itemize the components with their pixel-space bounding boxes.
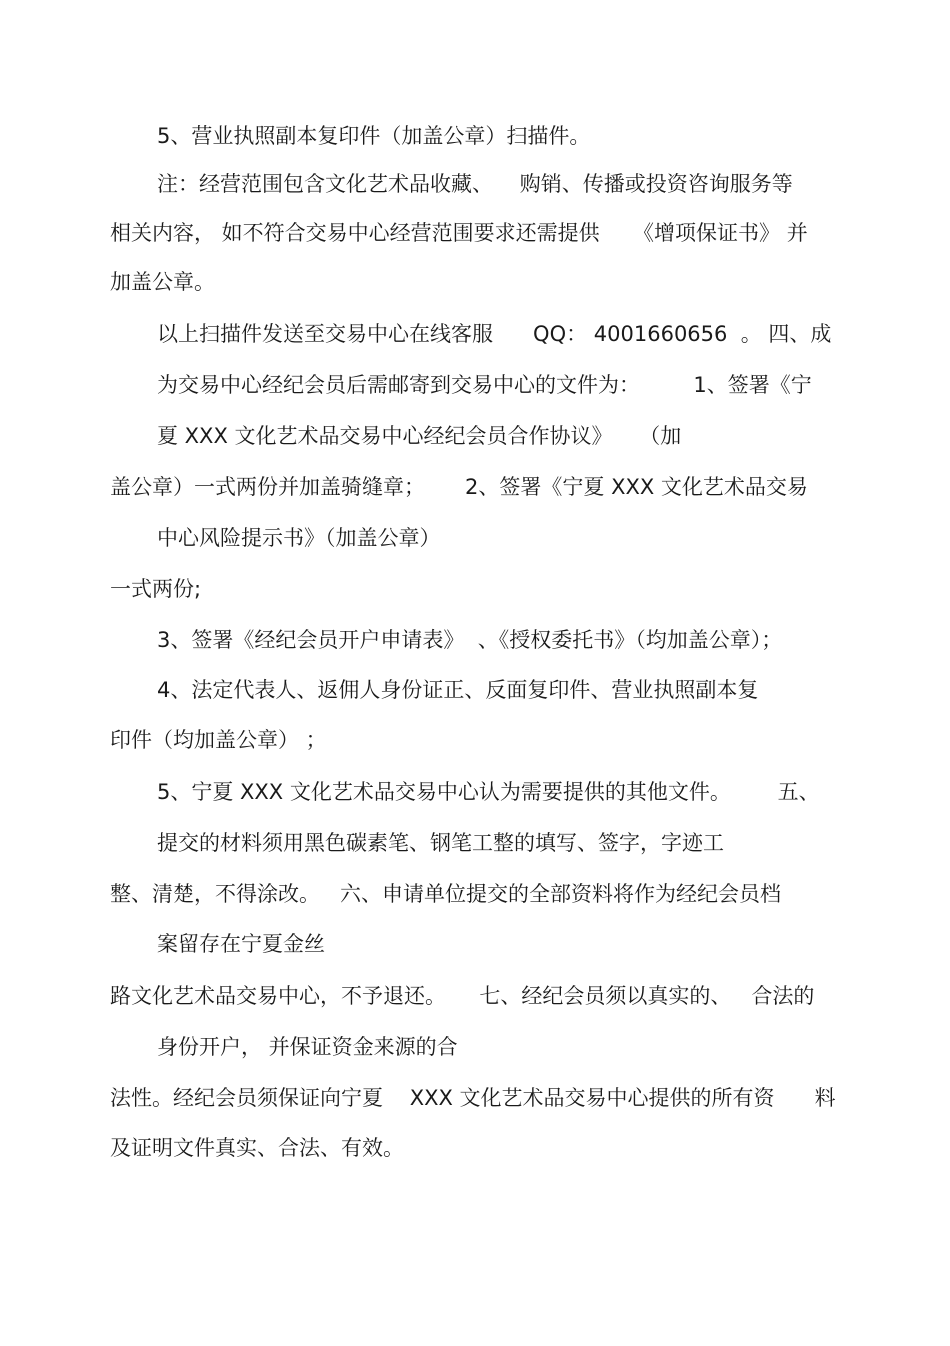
text-line-16: 整、清楚，不得涂改。 六、申请单位提交的全部资料将作为经纪会员档 (110, 882, 782, 906)
text-line-9: 中心风险提示书》（加盖公章） (157, 526, 441, 550)
text-line-11: 3、签署《经纪会员开户申请表》 、《授权委托书》（均加盖公章）； (157, 628, 783, 652)
text-line-8: 盖公章）一式两份并加盖骑缝章； 2、签署《宁夏 XXX 文化艺术品交易 (110, 475, 808, 499)
text-line-18: 路文化艺术品交易中心，不予退还。 七、经纪会员须以真实的、 合法的 (110, 984, 815, 1008)
text-line-2: 注：经营范围包含文化艺术品收藏、 购销、传播或投资咨询服务等 (157, 172, 793, 196)
text-line-19: 身份开户， 并保证资金来源的合 (157, 1035, 458, 1059)
text-line-4: 加盖公章。 (110, 270, 215, 294)
text-line-15: 提交的材料须用黑色碳素笔、钢笔工整的填写、签字，字迹工 (157, 831, 724, 855)
text-line-3: 相关内容， 如不符合交易中心经营范围要求还需提供 《增项保证书》 并 (110, 221, 808, 245)
text-line-5: 以上扫描件发送至交易中心在线客服 QQ： 4001660656 。 四、成 (157, 322, 832, 346)
text-line-6: 为交易中心经纪会员后需邮寄到交易中心的文件为： 1、签署《宁 (157, 373, 812, 397)
text-line-12: 4、法定代表人、返佣人身份证正、反面复印件、营业执照副本复 (157, 678, 759, 702)
text-line-7: 夏 XXX 文化艺术品交易中心经纪会员合作协议》 （加 (157, 424, 682, 448)
text-line-14: 5、宁夏 XXX 文化艺术品交易中心认为需要提供的其他文件。 五、 (157, 780, 820, 804)
text-line-13: 印件（均加盖公章） ； (110, 728, 327, 752)
text-line-17: 案留存在宁夏金丝 (157, 932, 325, 956)
text-line-20: 法性。经纪会员须保证向宁夏 XXX 文化艺术品交易中心提供的所有资 料 (110, 1086, 836, 1110)
text-line-10: 一式两份; (110, 577, 202, 601)
text-line-21: 及证明文件真实、合法、有效。 (110, 1136, 404, 1160)
text-line-1: 5、营业执照副本复印件（加盖公章）扫描件。 (157, 124, 591, 148)
